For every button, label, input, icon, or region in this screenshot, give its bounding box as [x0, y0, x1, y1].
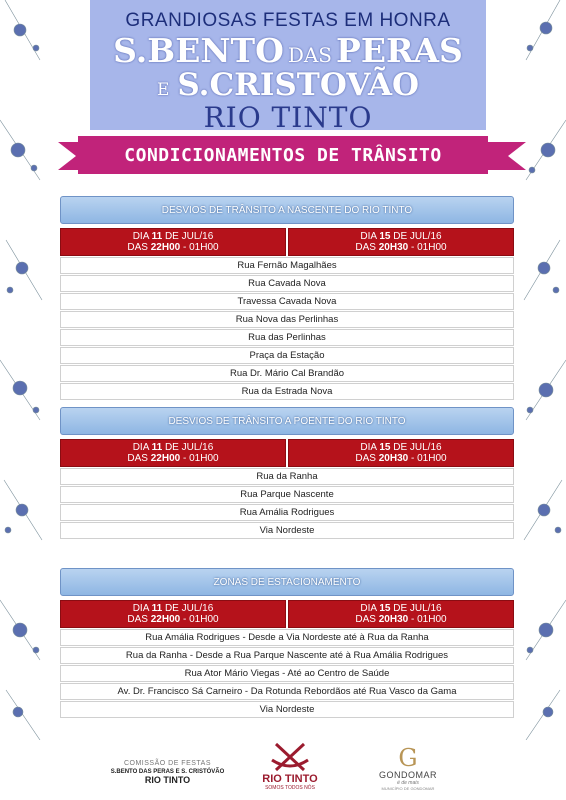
date-hours: 20H30 [378, 242, 409, 253]
date-day: 15 [379, 603, 391, 614]
commission-location: RIO TINTO [144, 775, 191, 785]
date-hours-prefix: DAS [127, 453, 151, 464]
street-row: Via Nordeste [60, 522, 514, 539]
ribbon-tail-right [488, 142, 526, 170]
date-hours: 22H00 [150, 453, 181, 464]
section-poente [60, 407, 514, 539]
parking-row: Av. Dr. Francisco Sá Carneiro - Da Rotunda Rebordãos até Rua Vasco da Gama [60, 683, 514, 700]
traffic-banner: CONDICIONAMENTOS DE TRÂNSITO [78, 136, 488, 174]
date-day-suffix: DE JUL/16 [390, 442, 442, 453]
left-floral-decoration [0, 0, 46, 740]
date-day: 15 [379, 442, 391, 453]
date-hours-suffix: - 01H00 [408, 453, 447, 464]
parking-row: Rua Amália Rodrigues - Desde a Via Nordeste até à Rua da Ranha [60, 629, 514, 646]
date-cell-15 [288, 228, 514, 256]
right-floral-decoration [520, 0, 566, 740]
date-day-suffix: DE JUL/16 [162, 603, 214, 614]
date-hours-suffix: - 01H00 [180, 614, 219, 625]
riotinto-emblem-icon [270, 742, 310, 772]
date-day-suffix: DE JUL/16 [390, 231, 442, 242]
riotinto-name: RIO TINTO [262, 773, 318, 785]
gondomar-g-icon: G [398, 744, 418, 772]
commission-title: COMISSÃO DE FESTAS [123, 760, 212, 767]
commission-saints: S.BENTO DAS PERAS E S. CRISTÓVÃO [110, 769, 225, 775]
date-day: 11 [151, 603, 163, 614]
street-row: Rua Nova das Perlinhas [60, 311, 514, 328]
section-parking [60, 568, 514, 718]
date-row [60, 600, 514, 628]
date-hours-prefix: DAS [127, 614, 151, 625]
street-row: Rua Dr. Mário Cal Brandão [60, 365, 514, 382]
header-saint-line-2 [90, 67, 486, 105]
gondomar-name: GONDOMAR [379, 770, 437, 780]
date-day-prefix: DIA [360, 231, 380, 242]
street-row: Rua Cavada Nova [60, 275, 514, 292]
riotinto-slogan: SOMOS TODOS NÓS [265, 785, 315, 791]
date-cell-11 [60, 600, 286, 628]
street-list [60, 468, 514, 539]
street-row: Praça da Estação [60, 347, 514, 364]
date-day-prefix: DIA [360, 603, 380, 614]
gondomar-municipality: MUNICÍPIO DE GONDOMAR [381, 786, 435, 791]
date-hours: 22H00 [150, 614, 181, 625]
header-location: RIO TINTO [203, 101, 373, 134]
riotinto-logo [255, 742, 325, 791]
date-day-prefix: DIA [132, 231, 152, 242]
street-list [60, 257, 514, 400]
section-title: DESVIOS DE TRÂNSITO A NASCENTE DO RIO TINTO [60, 196, 514, 224]
date-day: 15 [379, 231, 391, 242]
date-hours: 20H30 [378, 614, 409, 625]
date-row [60, 228, 514, 256]
festival-header [90, 0, 486, 134]
date-day-prefix: DIA [132, 603, 152, 614]
date-cell-11 [60, 228, 286, 256]
street-row: Rua Amália Rodrigues [60, 504, 514, 521]
date-day-suffix: DE JUL/16 [390, 603, 442, 614]
header-sbento: S.BENTO [113, 31, 284, 70]
parking-row: Rua da Ranha - Desde a Rua Parque Nascente até à Rua Amália Rodrigues [60, 647, 514, 664]
footer [0, 742, 566, 800]
date-day-prefix: DIA [132, 442, 152, 453]
date-hours-prefix: DAS [355, 453, 379, 464]
section-nascente [60, 196, 514, 400]
date-hours-prefix: DAS [355, 614, 379, 625]
date-day-suffix: DE JUL/16 [162, 231, 214, 242]
gondomar-tagline: é de mais [397, 780, 419, 786]
date-day: 11 [151, 442, 163, 453]
date-hours-prefix: DAS [127, 242, 151, 253]
date-day-suffix: DE JUL/16 [162, 442, 214, 453]
street-row: Rua Fernão Magalhães [60, 257, 514, 274]
date-cell-11 [60, 439, 286, 467]
street-row: Rua da Ranha [60, 468, 514, 485]
header-scristovao: S.CRISTOVÃO [177, 67, 420, 103]
date-row [60, 439, 514, 467]
parking-row: Rua Ator Mário Viegas - Até ao Centro de Saúde [60, 665, 514, 682]
date-cell-15 [288, 600, 514, 628]
section-title: DESVIOS DE TRÂNSITO A POENTE DO RIO TINTO [60, 407, 514, 435]
date-hours: 22H00 [150, 242, 181, 253]
date-hours-prefix: DAS [355, 242, 379, 253]
commission-logo [105, 760, 230, 785]
street-row: Rua das Perlinhas [60, 329, 514, 346]
date-day-prefix: DIA [360, 442, 380, 453]
header-peras: PERAS [336, 31, 463, 70]
header-das: DAS [287, 43, 332, 67]
street-row: Rua da Estrada Nova [60, 383, 514, 400]
date-hours-suffix: - 01H00 [180, 242, 219, 253]
date-cell-15 [288, 439, 514, 467]
header-subtitle: GRANDIOSAS FESTAS EM HONRA [125, 10, 451, 31]
date-hours-suffix: - 01H00 [408, 614, 447, 625]
date-hours-suffix: - 01H00 [180, 453, 219, 464]
parking-list [60, 629, 514, 718]
date-day: 11 [151, 231, 163, 242]
section-title: ZONAS DE ESTACIONAMENTO [60, 568, 514, 596]
header-saint-line-1 [90, 31, 486, 70]
date-hours-suffix: - 01H00 [408, 242, 447, 253]
street-row: Rua Parque Nascente [60, 486, 514, 503]
gondomar-logo [378, 746, 438, 791]
date-hours: 20H30 [378, 453, 409, 464]
street-row: Travessa Cavada Nova [60, 293, 514, 310]
parking-row: Via Nordeste [60, 701, 514, 718]
header-e: E [156, 80, 170, 100]
